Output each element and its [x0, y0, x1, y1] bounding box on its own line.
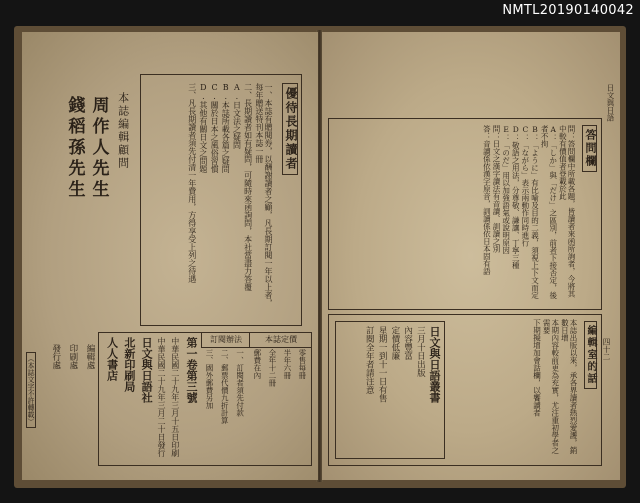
image-id-label: NMTL20190140042 [502, 3, 634, 18]
advert-box [335, 321, 445, 459]
editor-line: 本期內容較前更為充實，尤注重初學者之需要 [542, 319, 560, 454]
role-label: 印刷處 [67, 344, 78, 370]
price-title: 本誌定價 [249, 333, 312, 348]
issue-date-line: 中華民國二十九年三月二十日發行 [156, 337, 166, 457]
editor-title: 編輯室的話 [584, 321, 598, 389]
advert-title: 日文與日語叢書 [428, 326, 441, 403]
issue-info [105, 337, 197, 459]
advert-line: 定價低廉 [389, 326, 400, 360]
role-label: 發行處 [50, 344, 61, 370]
reprint-notice: （本誌文字不許轉載） [26, 352, 36, 428]
qa-line: C：「ながら」表示兩動作同時進行 [520, 125, 530, 247]
right-page [322, 32, 620, 480]
reader-notice-body [188, 83, 274, 313]
order-line: 二、郵票代價九折計算 [220, 349, 230, 424]
notice-line: 二、長期讀者如有疑問，可隨時來函詢問，本社當盡力答覆 [243, 83, 253, 291]
advert-line: 內容豐富 [402, 326, 413, 360]
running-head: 日文與日語 [606, 84, 615, 122]
qa-line: E：「のだ」用以加強語氣或說明原因 [501, 125, 511, 254]
order-title: 訂閱辦法 [201, 333, 250, 348]
qa-body [335, 125, 575, 301]
notice-line: 一、本誌有贈閱券，以酬謝讀者之顧，凡長期訂閱一年以上者，每年贈送特刊本誌一冊 [254, 83, 273, 307]
editor-line: 下期擬增加會話欄，以饗讀者 [532, 319, 542, 417]
editor-line: 本誌出版以來，承各界讀者熱烈愛護，銷數日增 [560, 319, 578, 454]
distributor-name: 人人書店 [105, 337, 119, 381]
left-page [22, 32, 318, 480]
reader-notice-box [140, 74, 302, 326]
qa-title: 答問欄 [582, 125, 597, 172]
role-label: 編輯處 [84, 344, 95, 370]
reader-notice-title: 優待長期讀者 [282, 83, 298, 175]
roles-column [50, 344, 94, 462]
publisher-name: 日文與日語社 [140, 337, 154, 403]
order-body [201, 349, 247, 461]
price-line: 零售每冊 [297, 349, 307, 379]
price-line: 半年六冊 [282, 349, 292, 379]
price-body [249, 349, 309, 461]
notice-line: B.本誌所載各篇之疑問 [221, 83, 231, 173]
advert-line: 三月十日出版 [415, 326, 426, 377]
advisor-name: 周作人先生 [88, 96, 109, 201]
issue-date-line: 中華民國二十九年三月十五日印刷 [170, 337, 180, 457]
notice-line: D.其他有關日文之問題 [198, 83, 208, 173]
qa-line: D：敬語之用法，分尊敬、謙讓、丁寧三種 [511, 125, 521, 269]
issue-title: 第一卷第三號 [184, 337, 198, 403]
qa-line: 問：日文之漢字讀法有音讀、訓讀之別 [492, 125, 501, 253]
qa-line: 答：音讀係依漢字原音，訓讀係依日本固有語 [482, 125, 492, 275]
advert-line: 星期一到十一日有售 [377, 326, 388, 403]
notice-line: 三、凡長期讀者須先付清一年費用，方得享受上列之待遇 [187, 83, 197, 283]
advisor-title: 本誌編輯顧問 [116, 92, 130, 170]
qa-line: A：「しか」與「だけ」之區別，前者下接否定，後者不拘 [540, 125, 558, 299]
notice-line: C.關於日本之風俗習慣 [210, 83, 220, 173]
qa-line: B：「ように」有比喻及目的二義，須視上下文而定 [530, 125, 540, 299]
colophon-box [98, 332, 312, 466]
advert-footer: 訂閱全年者請注意 [364, 326, 375, 394]
order-line: 三、國外郵費另加 [204, 349, 214, 409]
editor-box [328, 314, 602, 466]
notice-line: A.日文法之疑問 [232, 83, 242, 149]
advisor-name: 錢稻孫先生 [64, 96, 85, 201]
page-number: 四十二 [602, 338, 611, 361]
editor-body [457, 319, 577, 461]
advert-body [364, 326, 440, 454]
price-line: 全年十二冊 [267, 349, 277, 387]
printer-name: 北新印刷局 [122, 337, 136, 392]
qa-line: 問：答問欄中所載各題，皆讀者來函所詢者，今將其中較有價值者登載於此 [558, 125, 576, 298]
order-line: 一、訂閱者須先付款 [235, 349, 245, 417]
qa-box [328, 118, 602, 310]
price-line: 郵費在內 [252, 349, 262, 379]
